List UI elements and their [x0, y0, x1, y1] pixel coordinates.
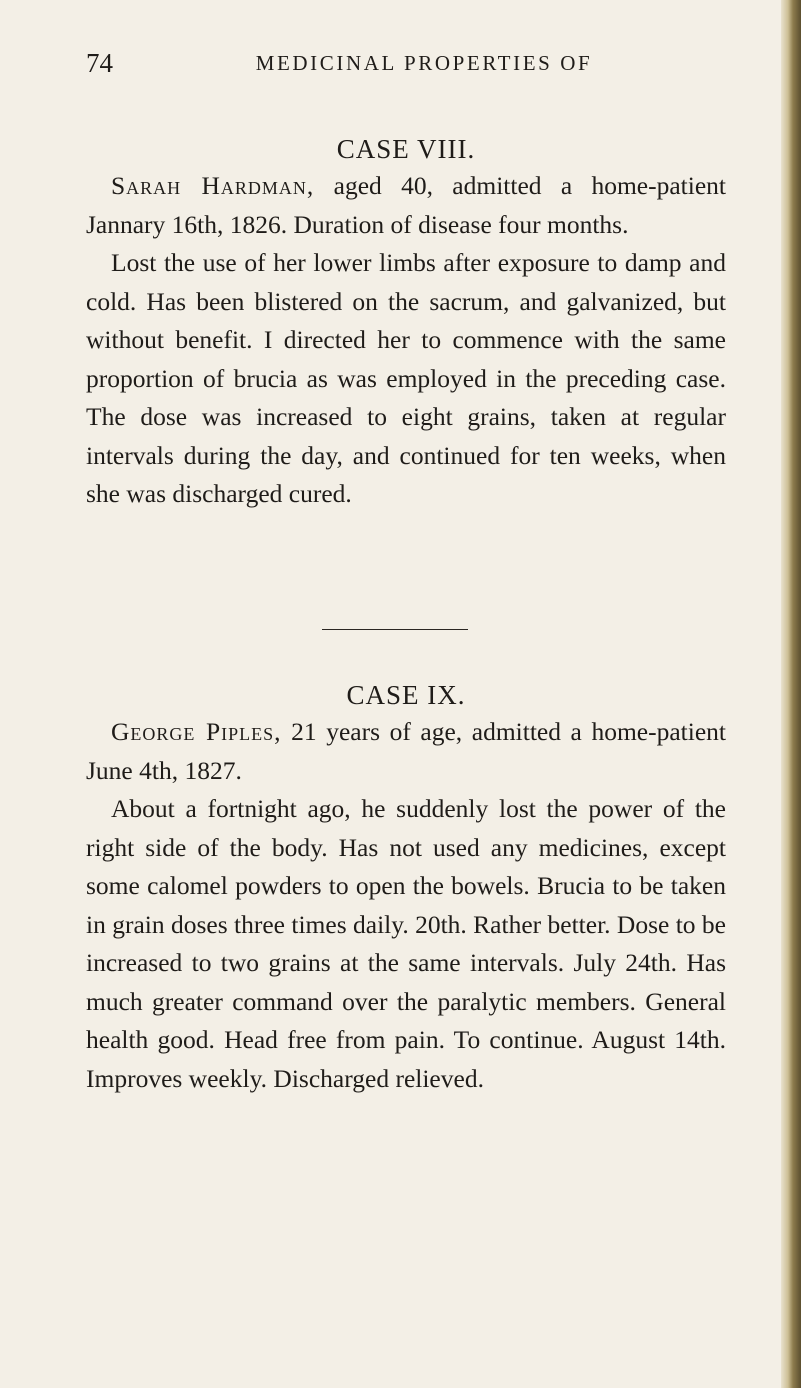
case-viii-intro-text: aged 40, admitted a home-patient Jannary 16th, 1826. Duration of disease four months. [86, 171, 727, 239]
page-header [86, 46, 726, 80]
page-number: 74 [86, 48, 113, 78]
case-viii-intro [86, 167, 726, 244]
case-viii-text [86, 167, 726, 514]
page-edge [781, 0, 801, 1388]
running-title: MEDICINAL PROPERTIES OF [255, 51, 593, 75]
case-ix-heading: CASE IX. [346, 680, 466, 710]
case-ix-intro-text: 21 years of age, admitted a home-patient June 4th, 1827. [86, 717, 726, 785]
case-ix-body: About a fortnight ago, he suddenly lost the power of the right side of the body. Has not used any medicines, except some calomel powders to open the bowels. Brucia to be taken in grain doses three times daily. 20th. Rather better. Dose to be increased to two grains at the same intervals. July 24th. Has much greater command over the paralytic members. General health good. Head free from pain. To continue. August 14th. Improves weekly. Discharged relieved. [86, 794, 726, 1093]
case-ix-patient-name: George Piples, [111, 717, 282, 746]
case-viii-patient-name: Sarah Hardman, [111, 171, 315, 200]
section-divider [322, 629, 468, 630]
case-ix-text [86, 713, 726, 1098]
case-viii-heading: CASE VIII. [336, 134, 476, 164]
case-ix-intro [86, 713, 726, 790]
case-viii-body: Lost the use of her lower limbs after exposure to damp and cold. Has been blistered on the sacrum, and galvanized, but without benefit. I directed her to commence with the same proportion of brucia as was employed in the preceding case. The dose was increased to eight grains, taken at regular intervals during the day, and continued for ten weeks, when she was discharged cured. [86, 248, 726, 508]
